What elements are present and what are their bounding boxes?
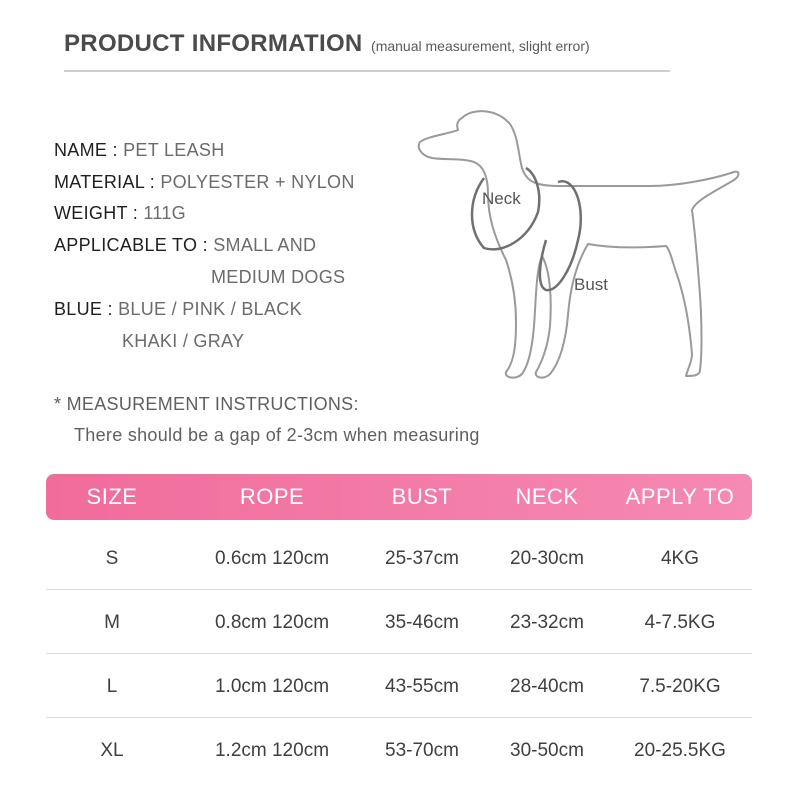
info-weight bbox=[54, 203, 186, 224]
row-divider bbox=[46, 589, 752, 590]
cell-apply-to: 4-7.5KG bbox=[644, 612, 716, 633]
cell-apply-to: 4KG bbox=[660, 548, 700, 569]
table-row bbox=[46, 592, 752, 654]
cell-bust: 53-70cm bbox=[385, 740, 459, 761]
header-apply-to: APPLY TO bbox=[625, 484, 735, 509]
info-name-key: NAME : bbox=[54, 140, 124, 160]
info-name bbox=[54, 140, 225, 161]
row-divider bbox=[46, 653, 752, 654]
dog-measurement-diagram bbox=[410, 100, 750, 390]
header-size: SIZE bbox=[86, 484, 138, 509]
cell-size: XL bbox=[100, 740, 124, 761]
page-title: PRODUCT INFORMATION bbox=[64, 30, 363, 57]
table-row bbox=[46, 656, 752, 718]
cell-size: S bbox=[105, 548, 119, 569]
info-colors-key: BLUE : bbox=[54, 299, 119, 319]
cell-neck: 23-32cm bbox=[510, 612, 584, 633]
info-colors-value-line2 bbox=[122, 331, 244, 352]
cell-apply-to: 7.5-20KG bbox=[639, 676, 721, 697]
cell-bust: 25-37cm bbox=[385, 548, 459, 569]
measurement-heading: * MEASUREMENT INSTRUCTIONS: bbox=[54, 394, 359, 414]
cell-rope: 0.6cm 120cm bbox=[214, 548, 330, 569]
header-neck: NECK bbox=[515, 484, 579, 509]
bust-label: Bust bbox=[574, 275, 609, 294]
info-material-value: POLYESTER + NYLON bbox=[160, 172, 355, 192]
cell-bust: 35-46cm bbox=[385, 612, 459, 633]
info-applicable-key: APPLICABLE TO : bbox=[54, 235, 214, 255]
info-applicable-value-line2 bbox=[211, 267, 345, 288]
cell-rope: 1.2cm 120cm bbox=[214, 740, 330, 761]
cell-rope: 1.0cm 120cm bbox=[214, 676, 330, 697]
row-divider bbox=[46, 717, 752, 718]
info-applicable bbox=[54, 235, 316, 256]
info-material-key: MATERIAL : bbox=[54, 172, 161, 192]
page-subtitle: (manual measurement, slight error) bbox=[371, 38, 590, 54]
info-material bbox=[54, 172, 355, 193]
info-weight-key: WEIGHT : bbox=[54, 203, 144, 223]
header-rope: ROPE bbox=[239, 484, 305, 509]
cell-rope: 0.8cm 120cm bbox=[214, 612, 330, 633]
info-applicable-value2: MEDIUM DOGS bbox=[211, 267, 346, 287]
table-row bbox=[46, 528, 752, 590]
cell-apply-to: 20-25.5KG bbox=[634, 740, 726, 761]
cell-neck: 30-50cm bbox=[510, 740, 584, 761]
neck-label: Neck bbox=[482, 189, 521, 208]
table-row bbox=[46, 720, 752, 782]
size-table-header bbox=[46, 474, 752, 520]
info-weight-value: 111G bbox=[143, 203, 186, 223]
header-bust: BUST bbox=[391, 484, 453, 509]
cell-size: M bbox=[104, 612, 120, 633]
measurement-text: There should be a gap of 2-3cm when measuring bbox=[74, 425, 480, 445]
info-colors bbox=[54, 299, 302, 320]
info-colors-value: BLUE / PINK / BLACK bbox=[118, 299, 302, 319]
info-colors-value2: KHAKI / GRAY bbox=[122, 331, 245, 351]
page-title-row bbox=[64, 30, 590, 58]
info-applicable-value: SMALL AND bbox=[213, 235, 317, 255]
dog-silhouette bbox=[419, 111, 739, 378]
cell-bust: 43-55cm bbox=[385, 676, 459, 697]
info-name-value: PET LEASH bbox=[123, 140, 225, 160]
dog-outline bbox=[419, 111, 739, 378]
title-divider bbox=[64, 70, 670, 72]
cell-neck: 20-30cm bbox=[510, 548, 584, 569]
cell-size: L bbox=[106, 676, 118, 697]
cell-neck: 28-40cm bbox=[510, 676, 584, 697]
